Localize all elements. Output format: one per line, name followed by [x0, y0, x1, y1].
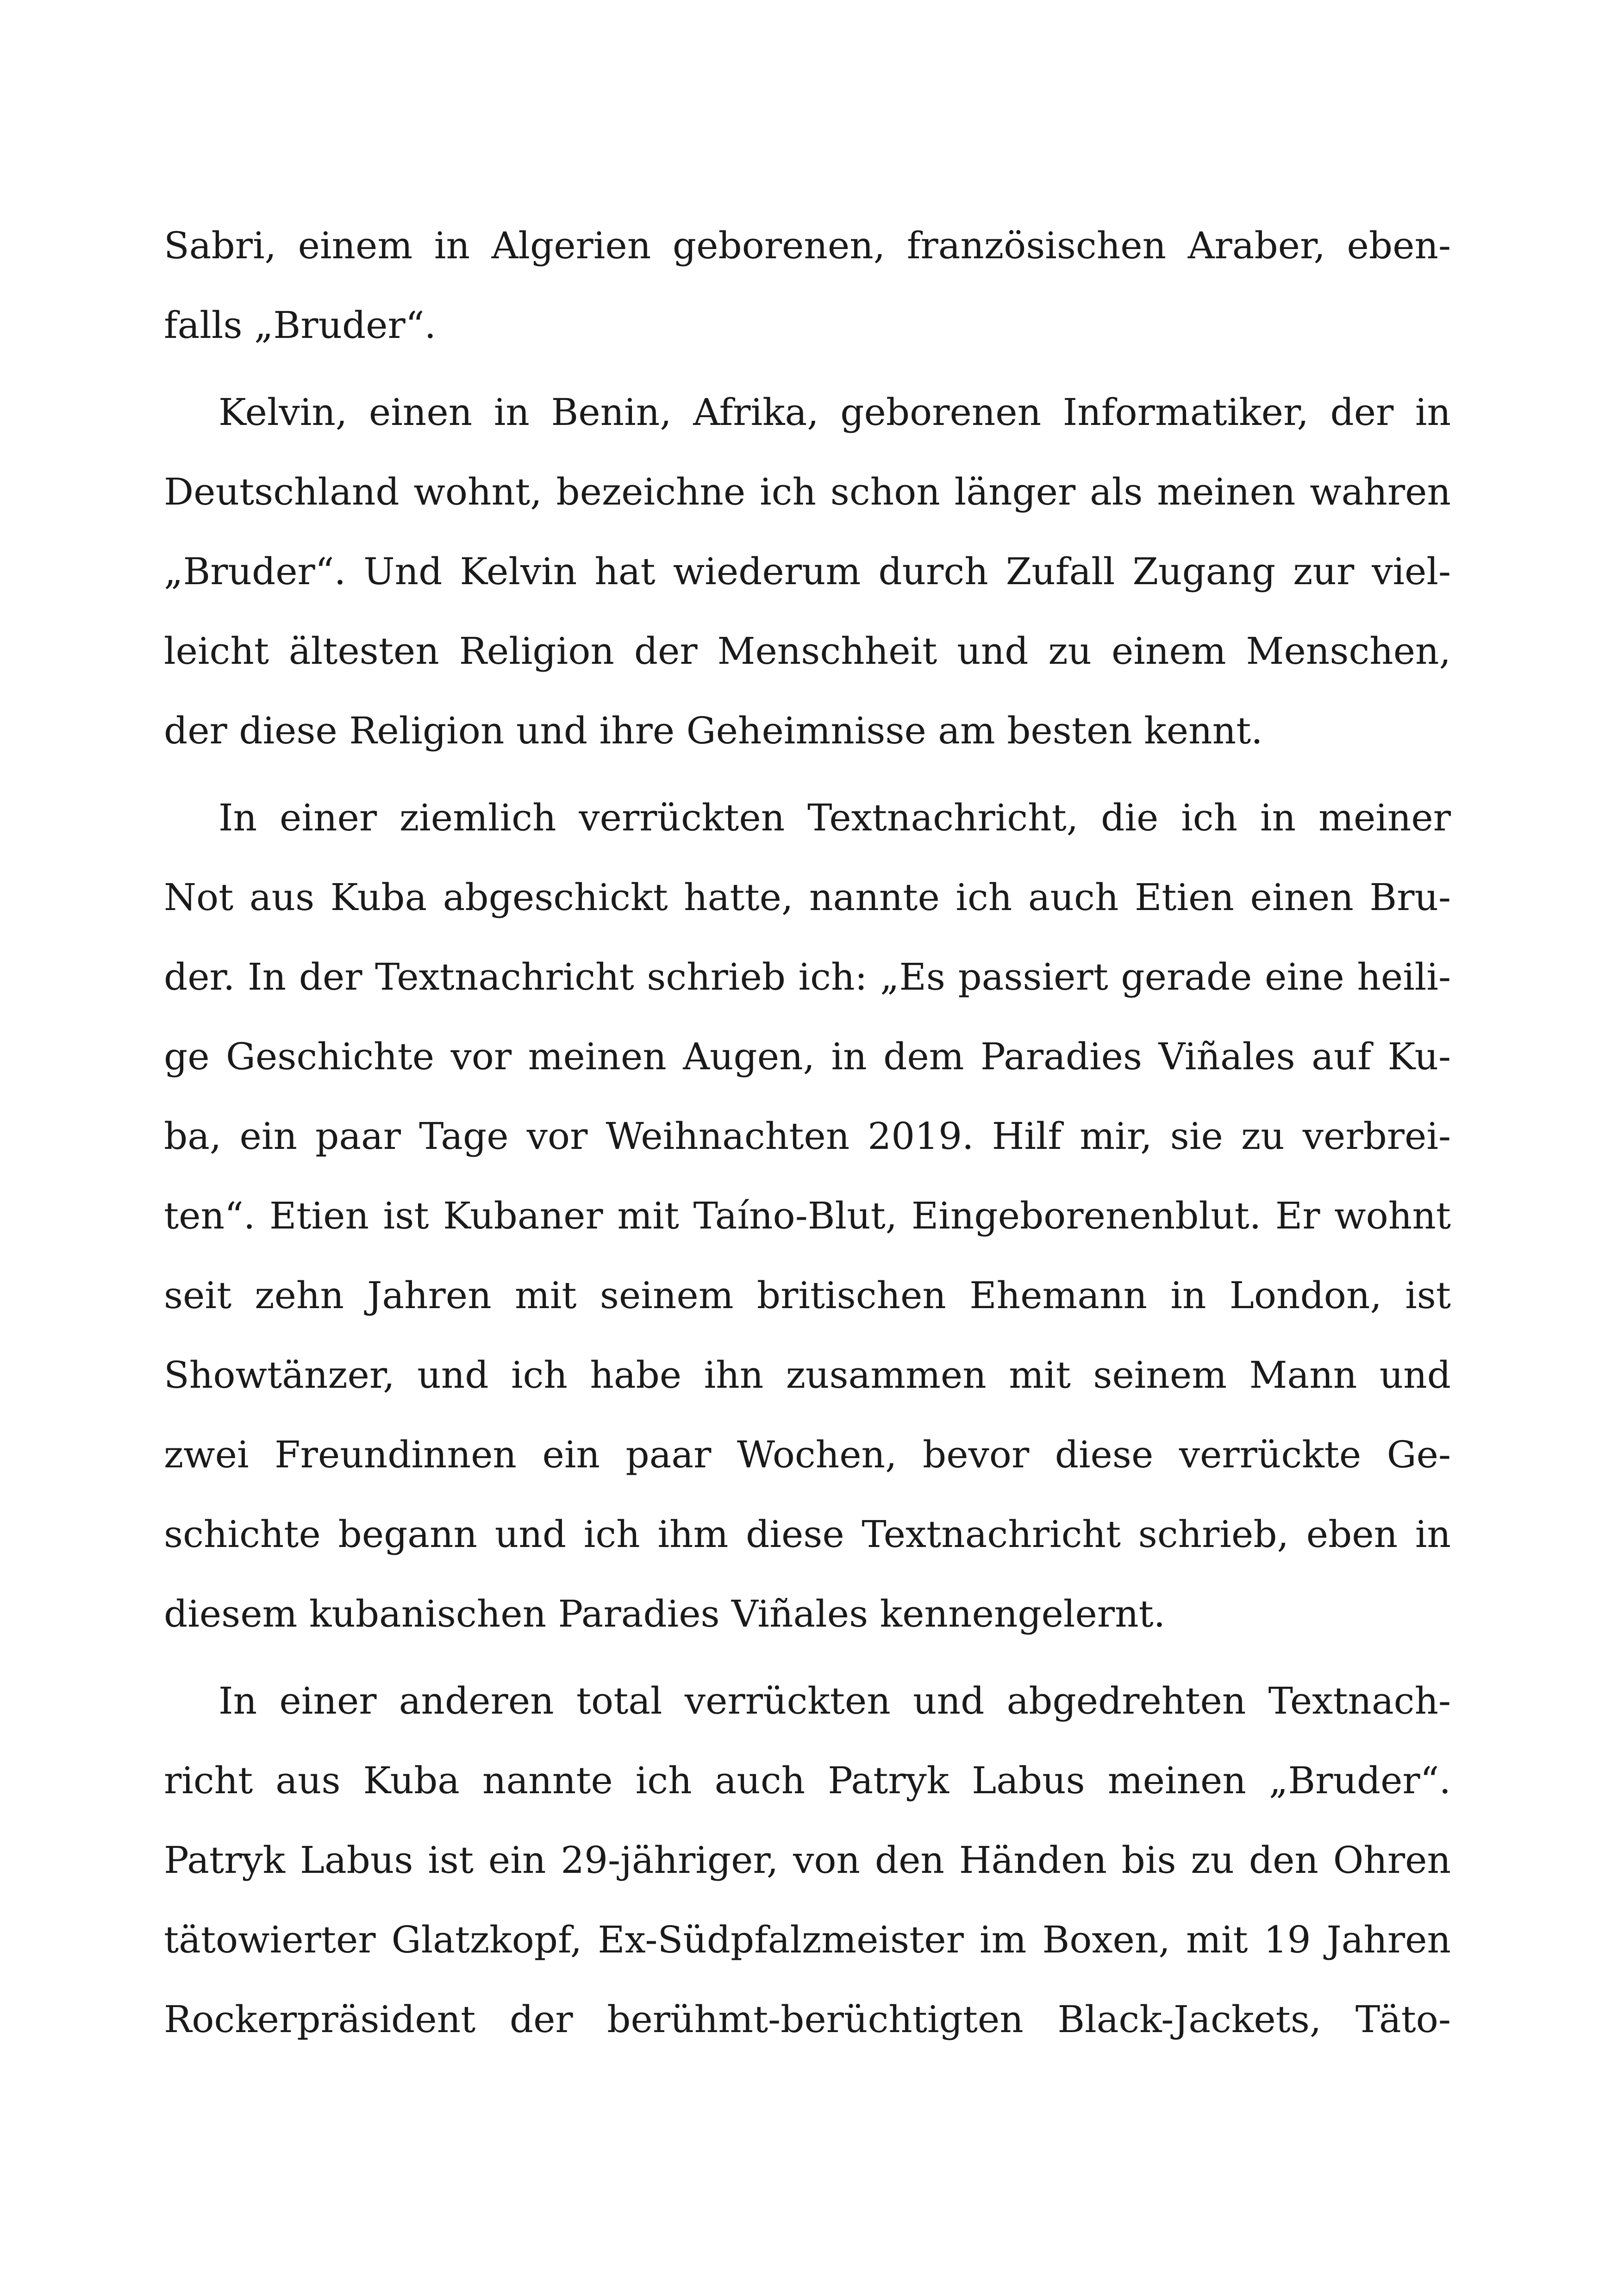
text-line: Sabri, einem in Algerien geborenen, französischen Araber, eben-	[164, 224, 1451, 267]
text-line: Rockerpräsident der berühmt-berüchtigten Black-Jackets, Täto-	[164, 1998, 1451, 2041]
text-line: Patryk Labus ist ein 29-jähriger, von den Händen bis zu den Ohren	[164, 1839, 1451, 1882]
paragraph-3	[164, 778, 1451, 1654]
text-line: zwei Freundinnen ein paar Wochen, bevor diese verrückte Ge-	[164, 1433, 1451, 1476]
paragraph-4	[164, 1661, 1451, 2059]
text-line: leicht ältesten Religion der Menschheit und zu einem Menschen,	[164, 630, 1451, 673]
text-line: Deutschland wohnt, bezeichne ich schon länger als meinen wahren	[164, 470, 1451, 513]
text-line: Not aus Kuba abgeschickt hatte, nannte ich auch Etien einen Bru-	[164, 876, 1451, 919]
text-line: ge Geschichte vor meinen Augen, in dem Paradies Viñales auf Ku-	[164, 1035, 1451, 1078]
text-line: In einer ziemlich verrückten Textnachricht, die ich in meiner	[219, 796, 1451, 839]
body-text	[164, 206, 1451, 2059]
text-line: diesem kubanischen Paradies Viñales kennengelernt.	[164, 1592, 1166, 1635]
paragraph-1	[164, 206, 1451, 365]
text-line: „Bruder“. Und Kelvin hat wiederum durch Zufall Zugang zur viel-	[164, 550, 1451, 593]
text-line: der diese Religion und ihre Geheimnisse am besten kennt.	[164, 709, 1263, 752]
text-line: Showtänzer, und ich habe ihn zusammen mit seinem Mann und	[164, 1353, 1451, 1397]
text-line: ten“. Etien ist Kubaner mit Taíno-Blut, Eingeborenenblut. Er wohnt	[164, 1194, 1451, 1237]
text-line: falls „Bruder“.	[164, 304, 437, 347]
text-line: In einer anderen total verrückten und abgedrehten Textnach-	[219, 1679, 1451, 1722]
text-line: richt aus Kuba nannte ich auch Patryk Labus meinen „Bruder“.	[164, 1759, 1451, 1802]
text-line: seit zehn Jahren mit seinem britischen Ehemann in London, ist	[164, 1274, 1451, 1317]
text-line: tätowierter Glatzkopf, Ex-Südpfalzmeister im Boxen, mit 19 Jahren	[164, 1918, 1451, 1961]
text-line: der. In der Textnachricht schrieb ich: „Es passiert gerade eine heili-	[164, 955, 1451, 998]
paragraph-2	[164, 373, 1451, 771]
text-line: ba, ein paar Tage vor Weihnachten 2019. Hilf mir, sie zu verbrei-	[164, 1115, 1451, 1158]
text-line: schichte begann und ich ihm diese Textnachricht schrieb, eben in	[164, 1513, 1451, 1556]
text-line: Kelvin, einen in Benin, Afrika, geborenen Informatiker, der in	[219, 391, 1451, 434]
